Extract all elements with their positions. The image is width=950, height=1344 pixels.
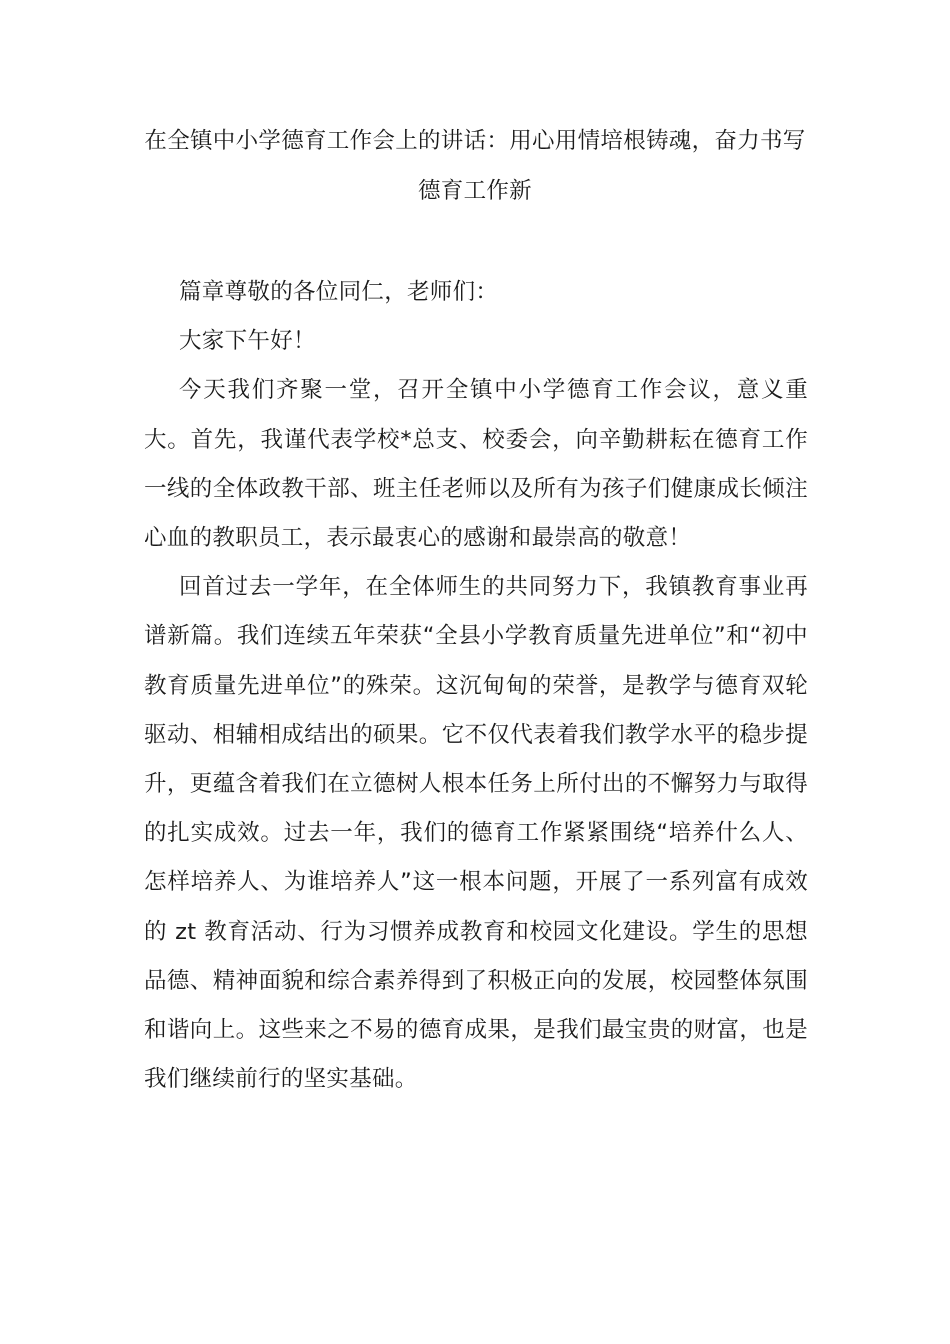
document-body (144, 268, 808, 1104)
title-block (140, 116, 810, 216)
greeting-paragraph: 大家下午好！ (179, 328, 316, 355)
opening-paragraph: 今天我们齐聚一堂，召开全镇中小学德育工作会议，意义重大。首先，我谨代表学校*总支、校委会，向辛勤耕耘在德育工作一线的全体政教干部、班主任老师以及所有为孩子们健康成长倾注心血的教职员工，表示最衷心的感谢和最崇高的敬意！ (144, 377, 808, 552)
document-title: 在全镇中小学德育工作会上的讲话：用心用情培根铸魂，奋力书写德育工作新 (144, 128, 806, 204)
review-paragraph: 回首过去一学年，在全体师生的共同努力下，我镇教育事业再谱新篇。我们连续五年荣获“全县小学教育质量先进单位”和“初中教育质量先进单位”的殊荣。这沉甸甸的荣誉，是教学与德育双轮驱动、相辅相成结出的硕果。它不仅代表着我们教学水平的稳步提升，更蕴含着我们在立德树人根本任务上所付出的不懈努力与取得的扎实成效。过去一年，我们的德育工作紧紧围绕“培养什么人、怎样培养人、为谁培养人”这一根本问题，开展了一系列富有成效的 zt 教育活动、行为习惯养成教育和校园文化建设。学生的思想品德、精神面貌和综合素养得到了积极正向的发展，校园整体氛围和谐向上。这些来之不易的德育成果，是我们最宝贵的财富，也是我们继续前行的坚实基础。 (144, 574, 808, 1093)
salutation-paragraph: 篇章尊敬的各位同仁，老师们： (179, 279, 499, 305)
